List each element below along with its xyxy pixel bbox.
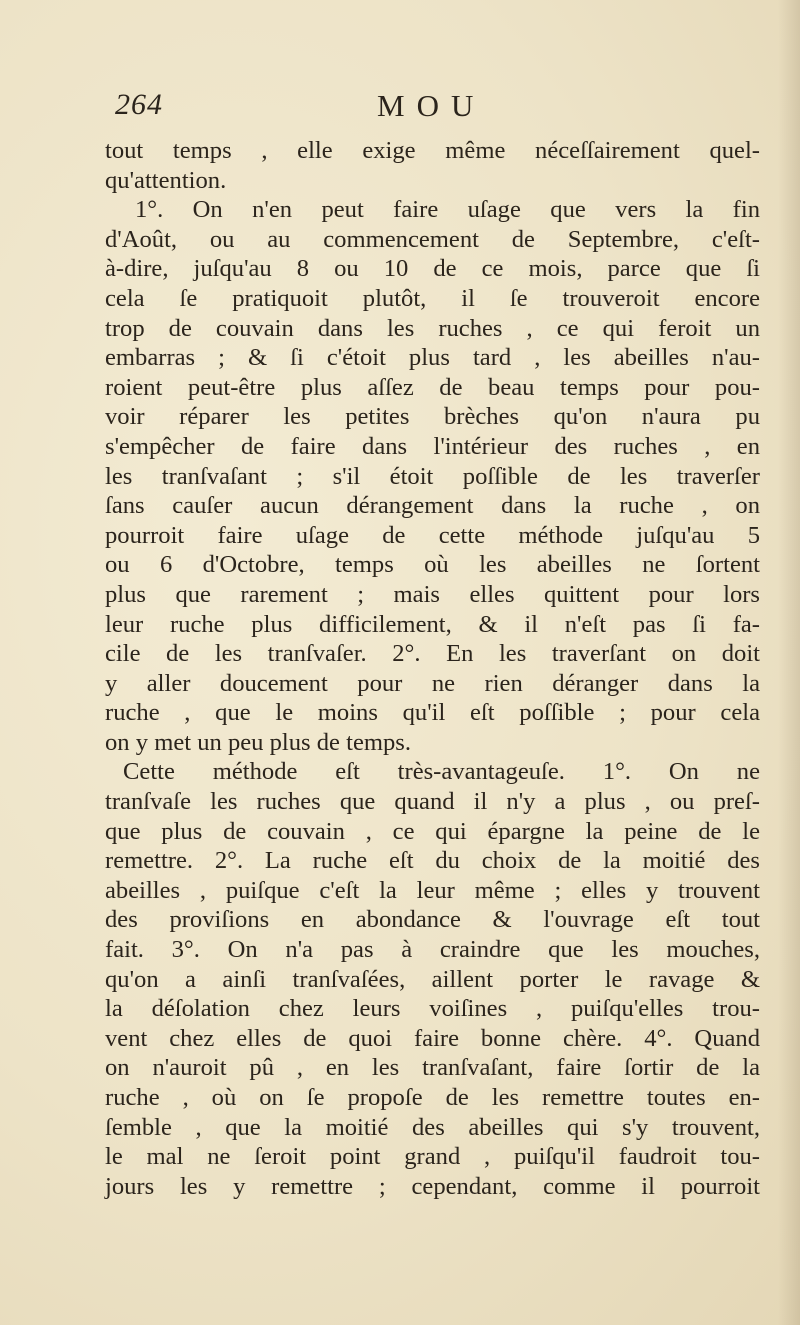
text-line: jours les y remettre ; cependant, comme il pourroit	[105, 1172, 760, 1200]
text-line: à-dire, juſqu'au 8 ou 10 de ce mois, parce que ſi	[105, 255, 760, 283]
text-line: ſemble , que la moitié des abeilles qui s'y trouvent,	[105, 1113, 760, 1141]
text-line: Cette méthode eſt très-avantageuſe. 1°. On ne	[123, 758, 760, 786]
text-line: trop de couvain dans les ruches , ce qui feroit un	[105, 314, 760, 342]
text-line: d'Août, ou au commencement de Septembre, c'eſt-	[105, 225, 760, 253]
text-line: pourroit faire uſage de cette méthode juſqu'au 5	[105, 521, 760, 549]
text-line: roient peut-être plus aſſez de beau temps pour pou-	[105, 373, 760, 401]
text-line: cile de les tranſvaſer. 2°. En les traverſant on doit	[105, 640, 760, 668]
text-line: que plus de couvain , ce qui épargne la peine de le	[105, 817, 760, 845]
text-line: la déſolation chez leurs voiſines , puiſqu'elles trou-	[105, 995, 760, 1023]
page-number: 264	[115, 88, 163, 121]
text-line: abeilles , puiſque c'eſt la leur même ; elles y trouvent	[105, 876, 760, 904]
text-line: on y met un peu plus de temps.	[105, 728, 412, 756]
text-line: plus que rarement ; mais elles quittent pour lors	[105, 580, 760, 608]
text-line: leur ruche plus difficilement, & il n'eſt pas ſi fa-	[105, 610, 760, 638]
text-line: s'empêcher de faire dans l'intérieur des ruches , en	[105, 432, 760, 460]
text-line: 1°. On n'en peut faire uſage que vers la fin	[135, 196, 760, 224]
page-header	[105, 88, 760, 136]
text-line: qu'attention.	[105, 166, 227, 194]
text-line: remettre. 2°. La ruche eſt du choix de la moitié des	[105, 847, 760, 875]
text-line: ruche , où on ſe propoſe de les remettre toutes en-	[105, 1084, 760, 1111]
running-head: MOU	[377, 88, 486, 123]
text-line: qu'on a ainſi tranſvaſées, aillent porter le ravage &	[105, 965, 760, 993]
text-line: les tranſvaſant ; s'il étoit poſſible de les traverſer	[105, 462, 760, 490]
text-line: tranſvaſe les ruches que quand il n'y a plus , ou preſ-	[105, 788, 760, 816]
page-edge-shadow	[778, 0, 800, 1325]
text-line: ſans cauſer aucun dérangement dans la ruche , on	[105, 492, 760, 520]
text-line: on n'auroit pû , en les tranſvaſant, faire ſortir de la	[105, 1054, 760, 1082]
text-line: ruche , que le moins qu'il eſt poſſible ; pour cela	[105, 699, 760, 727]
text-line: des proviſions en abondance & l'ouvrage eſt tout	[105, 906, 760, 934]
text-line: le mal ne ſeroit point grand , puiſqu'il faudroit tou-	[105, 1143, 760, 1171]
book-page	[105, 88, 760, 1201]
text-line: voir réparer les petites brèches qu'on n'aura pu	[105, 403, 760, 431]
body-text	[105, 136, 760, 1201]
text-line: cela ſe pratiquoit plutôt, il ſe trouveroit encore	[105, 284, 760, 312]
text-line: fait. 3°. On n'a pas à craindre que les mouches,	[105, 936, 760, 964]
text-line: vent chez elles de quoi faire bonne chère. 4°. Quand	[105, 1024, 760, 1052]
text-line: embarras ; & ſi c'étoit plus tard , les abeilles n'au-	[105, 344, 760, 372]
text-line: y aller doucement pour ne rien déranger dans la	[105, 669, 760, 697]
text-line: ou 6 d'Octobre, temps où les abeilles ne ſortent	[105, 551, 760, 579]
text-line: tout temps , elle exige même néceſſairement quel-	[105, 137, 760, 164]
